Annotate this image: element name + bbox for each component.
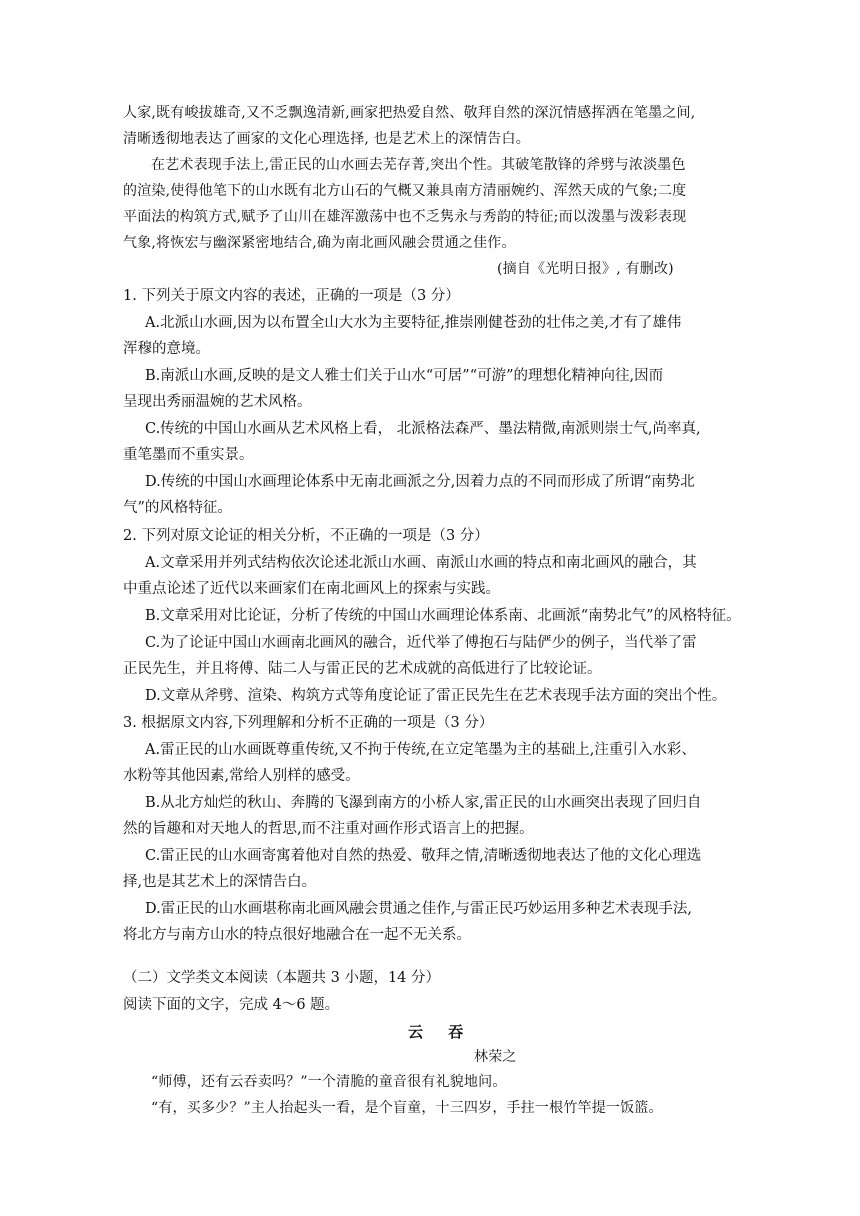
q3-option-d: D.雷正民的山水画堪称南北画风融会贯通之佳作,与雷正民巧妙运用多种艺术表现手法, (145, 901, 692, 917)
q2-option-a: A.文章采用并列式结构依次论述北派山水画、南派山水画的特点和南北画风的融合，其 (145, 555, 697, 571)
q3-option-b-cont: 然的旨趣和对天地人的哲思,而不注重对画作形式语言上的把握。 (123, 821, 534, 837)
passage-line: 清晰透彻地表达了画家的文化心理选择, 也是艺术上的深情告白。 (123, 131, 530, 147)
q2-option-b: B.文章采用对比论证，分析了传统的中国山水画理论体系南、北画派“南势北气”的风格特征。 (145, 608, 741, 624)
section-heading: （二）文学类文本阅读（本题共 3 小题，14 分） (123, 970, 441, 986)
q2-option-a-cont: 中重点论述了近代以来画家们在南北画风上的探索与实践。 (123, 581, 500, 597)
passage-line: 人家,既有峻拔雄奇,又不乏飘逸清新,画家把热爱自然、敬拜自然的深沉情感挥洒在笔墨之间, (123, 105, 696, 121)
q1-option-a: A.北派山水画,因为以布置全山大水为主要特征,推崇刚健苍劲的壮伟之美,才有了雄伟 (145, 315, 682, 331)
passage-line: 在艺术表现手法上,雷正民的山水画去芜存菁,突出个性。其破笔散锋的斧劈与浓淡墨色 (151, 157, 686, 173)
q1-option-b: B.南派山水画,反映的是文人雅士们关于山水“可居”“可游”的理想化精神向往,因而 (145, 368, 664, 384)
passage-line: 气象,将恢宏与幽深紧密地结合,确为南北画风融会贯通之佳作。 (123, 235, 516, 251)
q1-option-b-cont: 呈现出秀丽温婉的艺术风格。 (123, 394, 312, 410)
story-author: 林荣之 (474, 1049, 517, 1065)
q3-option-b: B.从北方灿烂的秋山、奔腾的飞瀑到南方的小桥人家,雷正民的山水画突出表现了回归自 (145, 795, 702, 811)
q1-option-d-cont: 气”的风格特征。 (123, 500, 232, 516)
story-paragraph: “有，买多少？”主人抬起头一看，是个盲童，十三四岁，手拄一根竹竿提一饭篮。 (151, 1100, 663, 1116)
q3-option-a-cont: 水粉等其他因素,常给人别样的感受。 (123, 768, 360, 784)
passage-line: 的渲染,使得他笔下的山水既有北方山石的气概又兼具南方清丽婉约、浑然天成的气象;二度 (123, 183, 687, 199)
story-title: 云 吞 (408, 1023, 474, 1041)
passage-line: 平面法的构筑方式,赋予了山川在雄浑激荡中也不乏隽永与秀韵的特征;而以泼墨与泼彩表现 (123, 209, 687, 225)
q3-option-d-cont: 将北方与南方山水的特点很好地融合在一起不无关系。 (123, 927, 471, 943)
story-paragraph: “师傅，还有云吞卖吗？”一个清脆的童音很有礼貌地问。 (151, 1074, 507, 1090)
q3-option-c: C.雷正民的山水画寄寓着他对自然的热爱、敬拜之情,清晰透彻地表达了他的文化心理选 (145, 848, 702, 864)
q3-option-a: A.雷正民的山水画既尊重传统,又不拘于传统,在立定笔墨为主的基础上,注重引入水彩、 (145, 742, 696, 758)
q1-option-a-cont: 浑穆的意境。 (123, 341, 210, 357)
q2-option-c: C.为了论证中国山水画南北画风的融合，近代举了傅抱石与陆俨少的例子，当代举了雷 (145, 635, 697, 651)
q1-option-c-cont: 重笔墨而不重实景。 (123, 447, 254, 463)
q1-option-c: C.传统的中国山水画从艺术风格上看， 北派格法森严、墨法精微,南派则崇士气,尚率真, (145, 421, 701, 437)
section-instruction: 阅读下面的文字，完成 4～6 题。 (123, 997, 340, 1013)
q2-option-d: D.文章从斧劈、渲染、构筑方式等角度论证了雷正民先生在艺术表现手法方面的突出个性。 (145, 688, 727, 704)
passage-source: (摘自《光明日报》, 有删改) (497, 261, 674, 277)
question-3-stem: 3. 根据原文内容,下列理解和分析不正确的一项是（3 分） (123, 715, 494, 731)
q3-option-c-cont: 择,也是其艺术上的深情告白。 (123, 874, 317, 890)
q1-option-d: D.传统的中国山水画理论体系中无南北画派之分,因着力点的不同而形成了所谓“南势北 (145, 474, 695, 490)
question-1-stem: 1. 下列关于原文内容的表述，正确的一项是（3 分） (123, 288, 460, 304)
question-2-stem: 2. 下列对原文论证的相关分析，不正确的一项是（3 分） (123, 528, 489, 544)
q2-option-c-cont: 正民先生，并且将傅、陆二人与雷正民的艺术成就的高低进行了比较论证。 (123, 661, 602, 677)
